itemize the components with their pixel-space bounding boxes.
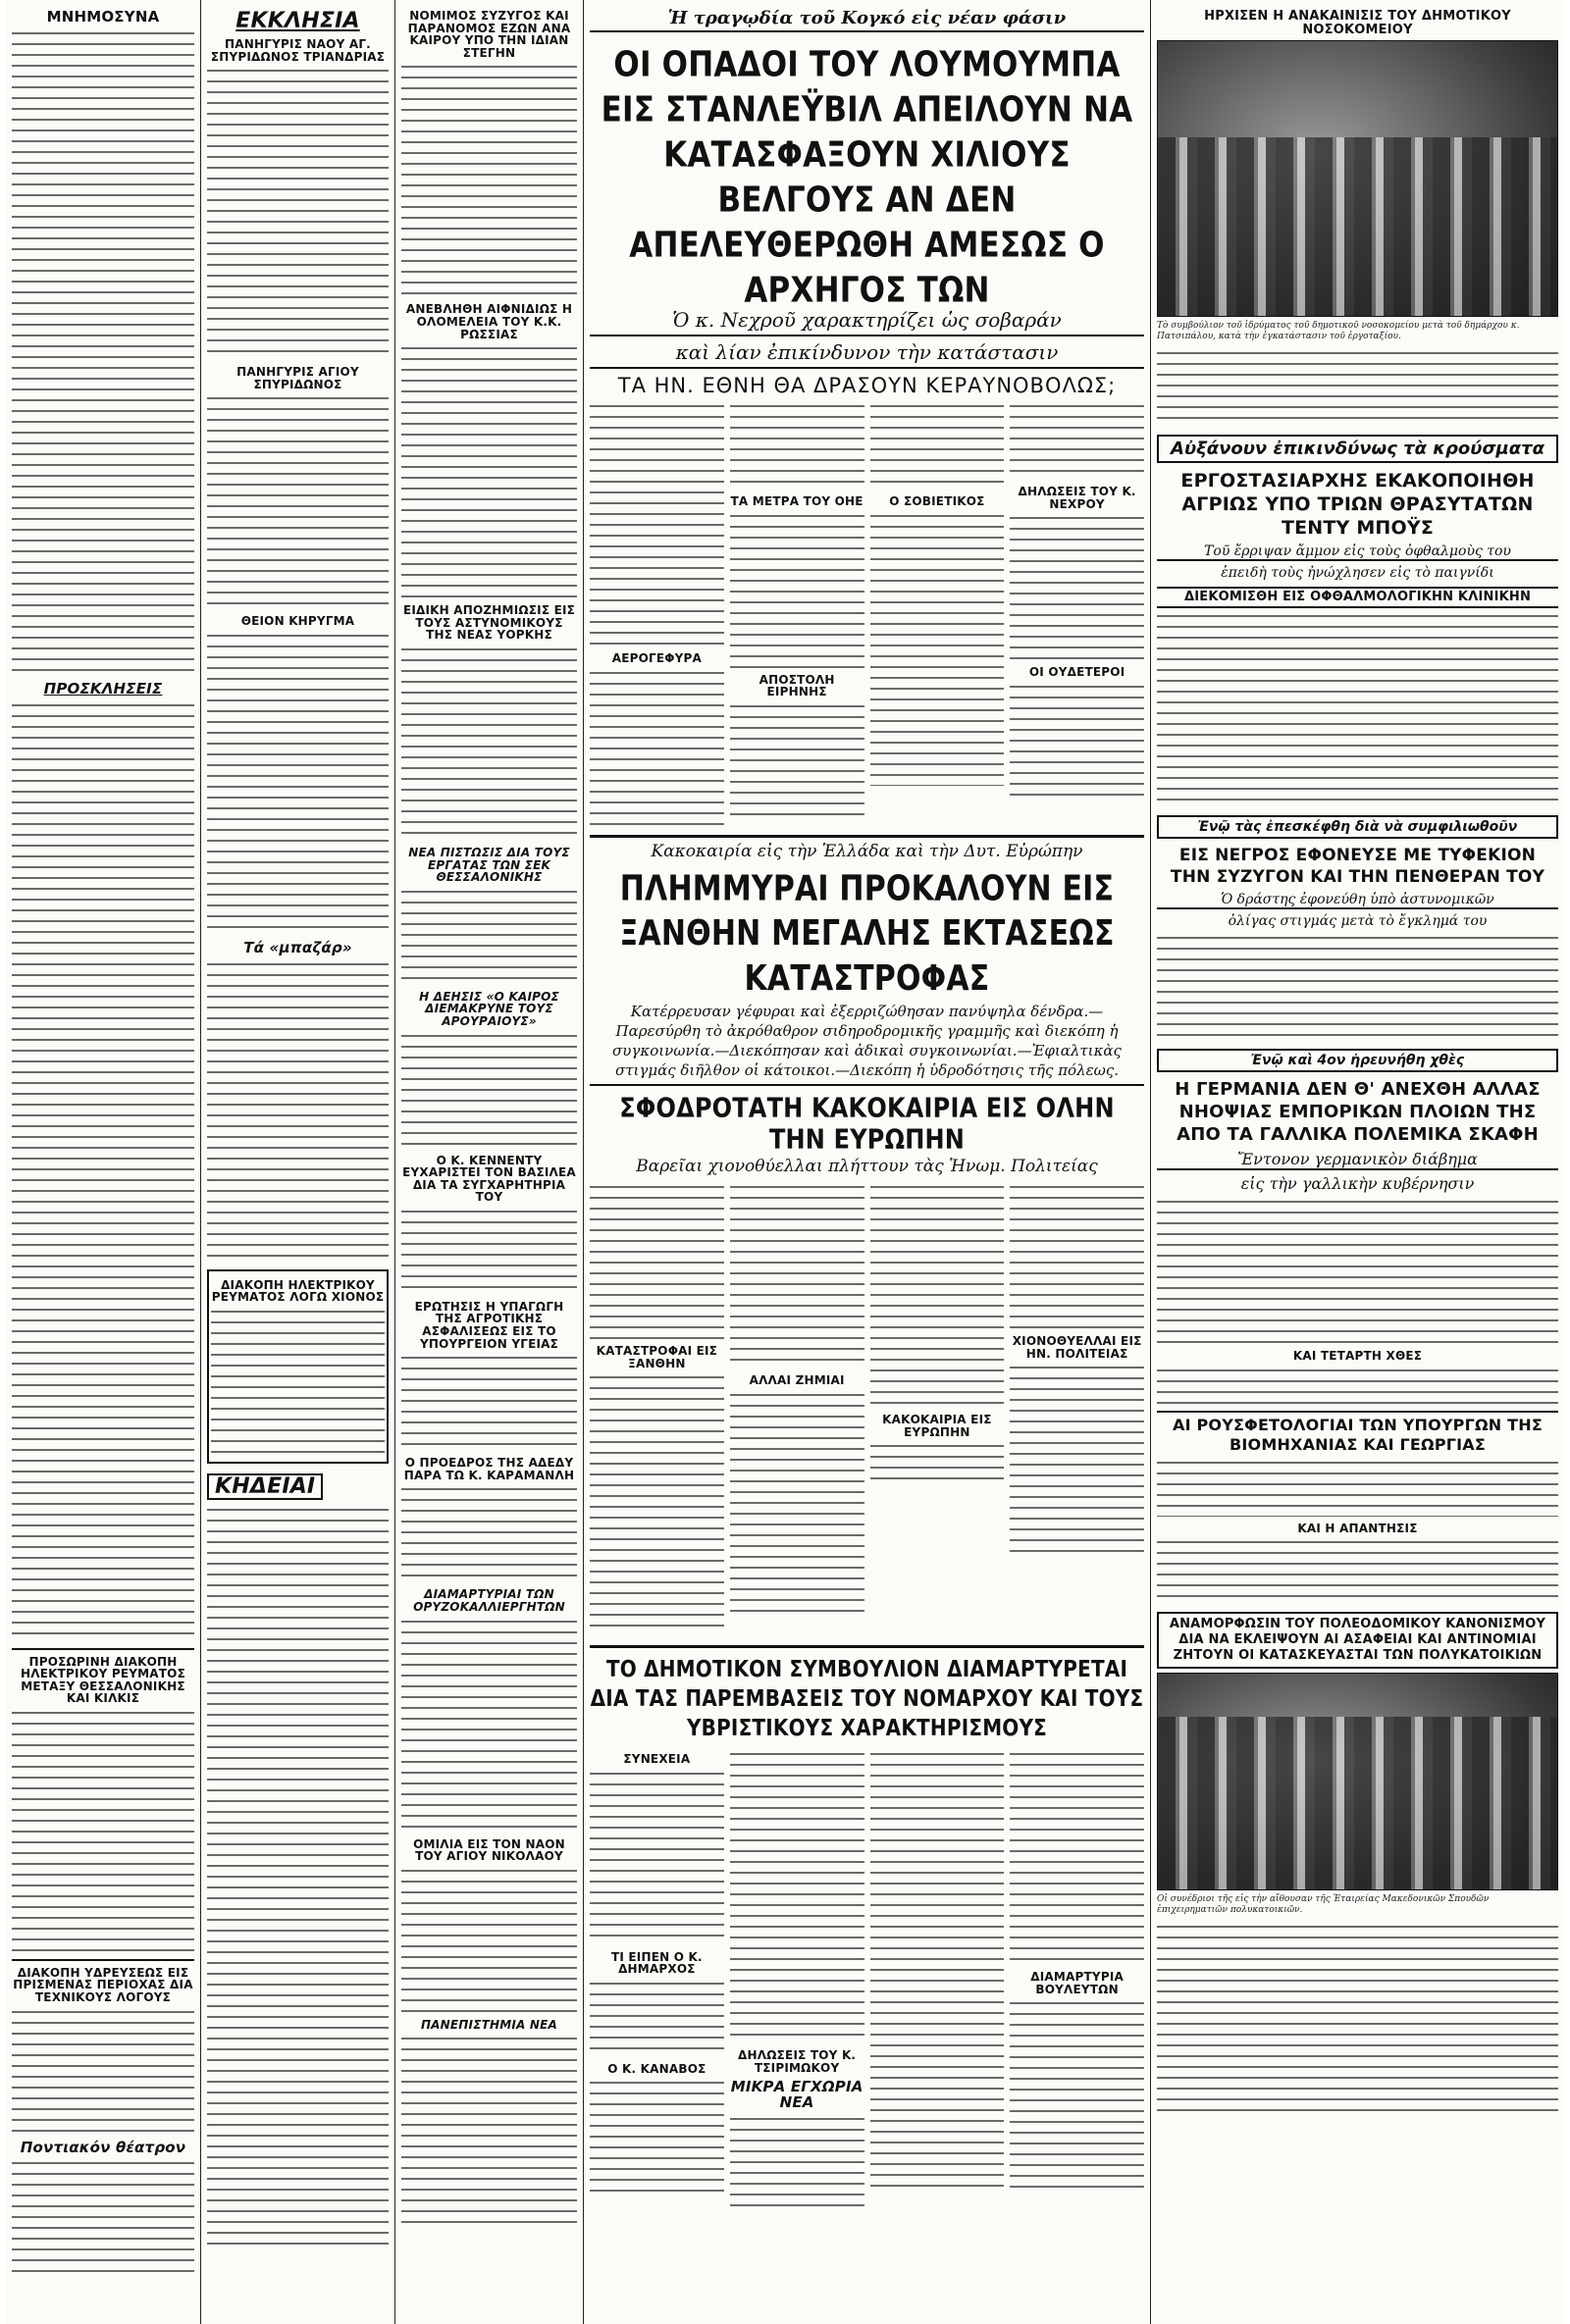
section-heading: Η ΔΕΗΣΙΣ «Ο ΚΑΙΡΟΣ ΔΙΕΜΑΚΡΥΝΕ ΤΟΥΣ ΑΡΟΥΡΑΙΟΥΣ» — [419, 989, 559, 1028]
section-heading: ΠΑΝΗΓΥΡΙΣ ΝΑΟΥ ΑΓ. ΣΠΥΡΙΔΩΝΟΣ ΤΡΙΑΝΔΡΙΑΣ — [210, 37, 386, 64]
section-heading: ΔΙΑΜΑΡΤΥΡΙΑΙ ΤΩΝ ΟΡΥΖΟΚΑΛΛΙΕΡΓΗΤΩΝ — [413, 1587, 565, 1615]
subhead: ΔΙΕΚΟΜΙΣΘΗ ΕΙΣ ΟΦΘΑΛΜΟΛΟΓΙΚΗΝ ΚΛΙΝΙΚΗΝ — [1157, 587, 1558, 608]
section-heading: ΗΡΧΙΣΕΝ Η ΑΝΑΚΑΙΝΙΣΙΣ ΤΟΥ ΔΗΜΟΤΙΚΟΥ ΝΟΣΟΚΟΜΕΙΟΥ — [1204, 9, 1511, 37]
article-grid — [590, 1747, 1144, 2238]
article-column — [730, 1747, 864, 2238]
section-heading: ΚΗΔΕΙΑΙ — [207, 1473, 323, 1500]
photo-figures — [1158, 137, 1557, 316]
deck-box: Αὐξάνουν ἐπικινδύνως τὰ κρούσματα — [1157, 435, 1558, 463]
article-text — [12, 2158, 194, 2276]
section-heading: ΘΕΙΟΝ ΚΗΡΥΓΜΑ — [240, 614, 355, 629]
article-text — [207, 393, 389, 609]
article-text — [1157, 933, 1558, 1041]
article-column — [870, 1747, 1005, 2238]
article-text — [207, 1505, 389, 2250]
article-text — [730, 401, 864, 490]
weather-headline: ΠΛΗΜΜΥΡΑΙ ΠΡΟΚΑΛΟΥΝ ΕΙΣ ΞΑΝΘΗΝ ΜΕΓΑΛΗΣ ΕΚΤΑΣΕΩΣ ΚΑΤΑΣΤΡΟΦΑΣ — [619, 868, 1115, 1000]
article-text — [1157, 1922, 1558, 2118]
article-text — [207, 631, 389, 935]
section-heading: ΑΕΡΟΓΕΦΥΡΑ — [611, 651, 703, 666]
section-heading: ΠΡΟΣΚΛΗΣΕΙΣ — [43, 679, 163, 697]
section-heading: Ο Κ. ΚΕΝΝΕΝΤΥ ΕΥΧΑΡΙΣΤΕΙ ΤΟΝ ΒΑΣΙΛΕΑ ΔΙΑ ΤΑ ΣΥΓΧΑΡΗΤΗΡΙΑ ΤΟΥ — [402, 1153, 576, 1205]
article-column — [1010, 1747, 1144, 2238]
deck: εἰς τὴν γαλλικὴν κυβέρνησιν — [1240, 1173, 1475, 1193]
article-text — [401, 1353, 577, 1451]
article-text — [1010, 1363, 1144, 1559]
article-text — [870, 1182, 1005, 1408]
divider — [12, 1959, 194, 1961]
subhead: ΤΑ ΗΝ. ΕΘΝΗ ΘΑ ΔΡΑΣΟΥΝ ΚΕΡΑΥΝΟΒΟΛΩΣ; — [617, 374, 1117, 397]
article-text — [207, 66, 389, 360]
article-text — [730, 1182, 864, 1369]
article-text — [12, 700, 194, 1642]
europe-headline: ΣΦΟΔΡΟΤΑΤΗ ΚΑΚΟΚΑΙΡΙΑ ΕΙΣ ΟΛΗΝ ΤΗΝ ΕΥΡΩΠΗΝ — [619, 1092, 1115, 1156]
section-heading: ΔΗΛΩΣΕΙΣ ΤΟΥ Κ. ΝΕΧΡΟΥ — [1018, 485, 1136, 511]
article-text — [1010, 513, 1144, 660]
article-text — [401, 1866, 577, 2013]
article-text — [401, 343, 577, 598]
section-heading: ΚΑΙ ΤΕΤΑΡΤΗ ΧΘΕΣ — [1292, 1348, 1423, 1363]
headline: ΕΙΣ ΝΕΓΡΟΣ ΕΦΟΝΕΥΣΕ ΜΕ ΤΥΦΕΚΙΟΝ ΤΗΝ ΣΥΖΥΓΟΝ ΚΑΙ ΤΗΝ ΠΕΝΘΕΡΑΝ ΤΟΥ — [1170, 845, 1545, 887]
article-column — [590, 1747, 724, 2238]
article-column — [730, 1180, 864, 1641]
article-text — [590, 2078, 724, 2195]
article-text — [1010, 682, 1144, 800]
section-heading: Ποντιακόν θέατρον — [20, 2138, 186, 2156]
section-heading: ΧΙΟΝΟΘΥΕΛΛΑΙ ΕΙΣ ΗΝ. ΠΟΛΙΤΕΙΑΣ — [1012, 1334, 1142, 1361]
article-text — [590, 1182, 724, 1339]
section-heading: ΔΗΛΩΣΕΙΣ ΤΟΥ Κ. ΤΣΙΡΙΜΩΚΟΥ — [738, 2048, 857, 2075]
article-text — [1010, 401, 1144, 480]
section-heading: Ο ΠΡΟΕΔΡΟΣ ΤΗΣ ΑΔΕΔΥ ΠΑΡΑ ΤΩ Κ. ΚΑΡΑΜΑΝΛΗ — [403, 1456, 575, 1482]
section-heading: ΝΕΑ ΠΙΣΤΩΣΙΣ ΔΙΑ ΤΟΥΣ ΕΡΓΑΤΑΣ ΤΩΝ ΣΕΚ ΘΕΣΣΑΛΟΝΙΚΗΣ — [408, 845, 570, 885]
article-text — [401, 1207, 577, 1295]
section-heading: ΝΟΜΙΜΟΣ ΣΥΖΥΓΟΣ ΚΑΙ ΠΑΡΑΝΟΜΟΣ ΕΖΩΝ ΑΝΑ ΚΑΙΡΟΥ ΥΠΟ ΤΗΝ ΙΔΙΑΝ ΣΤΕΓΗΝ — [407, 9, 571, 60]
kicker: Κακοκαιρία εἰς τὴν Ἑλλάδα καὶ τὴν Δυτ. Εὐρώπην — [651, 842, 1083, 862]
deck: ἐπειδὴ τοὺς ἠνώχλησεν εἰς τὸ παιγνίδι — [1221, 565, 1494, 582]
photo-caption: Τὸ συμβούλιον τοῦ ἱδρύματος τοῦ δημοτικοῦ νοσοκομείου μετὰ τοῦ δημάρχου κ. Πατσιπάλου, κατὰ τὴν ἐγκατάστασιν τοῦ ἐργοταξίου. — [1157, 321, 1520, 342]
article-text — [590, 1769, 724, 1945]
article-column — [1010, 399, 1144, 831]
section-heading: ΜΝΗΜΟΣΥΝΑ — [46, 8, 160, 26]
section-heading: ΟΜΙΛΙΑ ΕΙΣ ΤΟΝ ΝΑΟΝ ΤΟΥ ΑΓΙΟΥ ΝΙΚΟΛΑΟΥ — [413, 1836, 565, 1864]
article-text — [730, 1749, 864, 2043]
main-headline: ΟΙ ΟΠΑΔΟΙ ΤΟΥ ΛΟΥΜΟΥΜΠΑ ΕΙΣ ΣΤΑΝΛΕΫΒΙΛ ΑΠΕΙΛΟΥΝ ΝΑ ΚΑΤΑΣΦΑΞΟΥΝ ΧΙΛΙΟΥΣ ΒΕΛΓΟΥΣ ΑΝ ΔΕΝ ΑΠΕΛΕΥΘΕΡΩΘΗ ΑΜΕΣΩΣ Ο ΑΡΧΗΓΟΣ ΤΩΝ — [601, 44, 1133, 311]
article-text — [1157, 1458, 1558, 1517]
section-heading: Τά «μπαζάρ» — [243, 939, 352, 957]
article-text — [870, 1441, 1005, 1480]
headline: ΑΙ ΡΟΥΣΦΕΤΟΛΟΓΙΑΙ ΤΩΝ ΥΠΟΥΡΓΩΝ ΤΗΣ ΒΙΟΜΗΧΑΝΙΑΣ ΚΑΙ ΓΕΩΡΓΙΑΣ — [1157, 1411, 1558, 1455]
notice-box — [207, 1269, 389, 1464]
section-heading: ΜΙΚΡΑ ΕΓΧΩΡΙΑ ΝΕΑ — [730, 2078, 864, 2111]
section-heading: ΚΑΚΟΚΑΙΡΙΑ ΕΙΣ ΕΥΡΩΠΗΝ — [882, 1413, 992, 1439]
article-text — [401, 1617, 577, 1833]
deck: ὀλίγας στιγμάς μετὰ τὸ ἔγκλημά του — [1228, 912, 1488, 929]
divider — [590, 835, 1144, 838]
article-text — [1157, 1366, 1558, 1405]
article-column — [870, 1180, 1005, 1641]
section-heading: ΟΙ ΟΥΔΕΤΕΡΟΙ — [1028, 665, 1125, 680]
article-column — [730, 399, 864, 831]
section-heading: ΔΙΑΚΟΠΗ ΗΛΕΚΤΡΙΚΟΥ ΡΕΥΜΑΤΟΣ ΛΟΓΩ ΧΙΟΝΟΣ — [211, 1277, 385, 1305]
article-text — [590, 1979, 724, 2057]
article-text — [730, 701, 864, 819]
section-heading: ΚΑΙ Η ΑΠΑΝΤΗΣΙΣ — [1297, 1521, 1418, 1535]
section-heading: Ο Κ. ΚΑΝΑΒΟΣ — [607, 2061, 706, 2076]
article-text — [870, 401, 1005, 490]
headline: Η ΓΕΡΜΑΝΙΑ ΔΕΝ Θ' ΑΝΕΧΘΗ ΑΛΛΑΣ ΝΗΟΨΙΑΣ ΕΜΠΟΡΙΚΩΝ ΠΛΟΙΩΝ ΤΗΣ ΑΠΟ ΤΑ ΓΑΛΛΙΚΑ ΠΟΛΕΜΙΚΑ ΣΚΑΦΗ — [1175, 1078, 1541, 1145]
section-heading: ΤΙ ΕΙΠΕΝ Ο Κ. ΔΗΜΑΡΧΟΣ — [610, 1949, 703, 1977]
headline: ΕΡΓΟΣΤΑΣΙΑΡΧΗΣ ΕΚΑΚΟΠΟΙΗΘΗ ΑΓΡΙΩΣ ΥΠΟ ΤΡΙΩΝ ΘΡΑΣΥΤΑΤΩΝ ΤΕΝΤΥ ΜΠΟΫΣ — [1180, 470, 1535, 540]
section-heading: ΔΙΑΜΑΡΤΥΡΙΑ ΒΟΥΛΕΥΤΩΝ — [1030, 1970, 1124, 1996]
article-text — [870, 511, 1005, 786]
weather-deck: Κατέρρευσαν γέφυραι καὶ ἐξερριζώθησαν πανύψηλα δένδρα.—Παρεσύρθη τὸ ἀκρόθαθρον σιδηροδρομικῆς γραμμῆς καὶ διεκόπη ἡ συγκοινωνία.—Διεκόπησαν καὶ ἀδικαὶ συγκοινωνίαι.—Ἐφιαλτικὰς στιγμάς διῆλθον οἱ κάτοικοι.—Διεκόπη ἡ ὑδροδότησις τῆς πόλεως. — [612, 1003, 1122, 1080]
section-heading: ΤΑ ΜΕΤΡΑ ΤΟΥ ΟΗΕ — [730, 494, 864, 509]
section-heading: ΑΝΕΒΛΗΘΗ ΑΙΦΝΙΔΙΩΣ Η ΟΛΟΜΕΛΕΙΑ ΤΟΥ Κ.Κ. ΡΩΣΣΙΑΣ — [405, 302, 573, 341]
article-text — [12, 1708, 194, 1953]
divider — [590, 1645, 1144, 1648]
headline-box — [1157, 1612, 1558, 1669]
column-6 — [1151, 0, 1564, 2324]
divider — [12, 1648, 194, 1650]
article-grid — [590, 399, 1144, 831]
section-heading: ΑΠΟΣΤΟΛΗ ΕΙΡΗΝΗΣ — [759, 672, 835, 699]
article-text — [590, 668, 724, 825]
article-text — [211, 1307, 385, 1454]
section-heading: ΠΑΝΕΠΙΣΤΗΜΙΑ ΝΕΑ — [420, 2017, 558, 2032]
article-text — [401, 1031, 577, 1149]
deck: Τοῦ ἔρριψαν ἄμμον εἰς τοὺς ὀφθαλμοὺς του — [1157, 543, 1558, 561]
kicker: Ἡ τραγῳδία τοῦ Κογκό εἰς νέαν φάσιν — [590, 8, 1144, 32]
article-text — [1157, 1537, 1558, 1606]
deck: καὶ λίαν ἐπικίνδυνον τὴν κατάστασιν — [590, 340, 1144, 369]
column-2 — [201, 0, 394, 2324]
article-column — [1010, 1180, 1144, 1641]
section-heading: ΕΡΩΤΗΣΙΣ Η ΥΠΑΓΩΓΗ ΤΗΣ ΑΓΡΟΤΙΚΗΣ ΑΣΦΑΛΙΣΕΩΣ ΕΙΣ ΤΟ ΥΠΟΥΡΓΕΙΟΝ ΥΓΕΙΑΣ — [414, 1299, 564, 1351]
article-text — [1157, 348, 1558, 427]
section-heading: Ο ΣΟΒΙΕΤΙΚΟΣ — [889, 494, 985, 509]
article-text — [730, 1390, 864, 1616]
section-heading: ΠΑΝΗΓΥΡΙΣ ΑΓΙΟΥ ΣΠΥΡΙΔΩΝΟΣ — [236, 365, 359, 391]
deck: Ἔντονον γερμανικὸν διάβημα — [1157, 1150, 1558, 1170]
article-text — [730, 2114, 864, 2212]
photo-builders-meeting — [1157, 1673, 1558, 1890]
article-text — [1157, 1197, 1558, 1344]
article-text — [1010, 1749, 1144, 1965]
article-column — [590, 399, 724, 831]
article-text — [12, 2007, 194, 2135]
section-heading: ΑΛΛΑΙ ΖΗΜΙΑΙ — [749, 1373, 845, 1388]
deck-box: Ἐνῷ καὶ 4ον ἠρευνήθη χθὲς — [1157, 1049, 1558, 1072]
section-heading: ΔΙΑΚΟΠΗ ΥΔΡΕΥΣΕΩΣ ΕΙΣ ΠΡΙΣΜΕΝΑΣ ΠΕΡΙΟΧΑΣ ΔΙΑ ΤΕΧΝΙΚΟΥΣ ΛΟΓΟΥΣ — [13, 1965, 193, 2005]
article-text — [590, 401, 724, 646]
article-column — [870, 399, 1005, 831]
article-text — [1157, 611, 1558, 807]
photo-figures — [1158, 1717, 1557, 1889]
section-heading: ΠΡΟΣΩΡΙΝΗ ΔΙΑΚΟΠΗ ΗΛΕΚΤΡΙΚΟΥ ΡΕΥΜΑΤΟΣ ΜΕΤΑΞΥ ΘΕΣΣΑΛΟΝΙΚΗΣ ΚΑΙ ΚΙΛΚΙΣ — [21, 1654, 185, 1706]
section-heading: ΣΥΝΕΧΕΙΑ — [623, 1752, 691, 1767]
europe-deck: Βαρεῖαι χιονοθύελλαι πλήττουν τὰς Ἡνωμ. Πολιτείας — [636, 1157, 1098, 1177]
article-text — [401, 2034, 577, 2230]
column-1 — [6, 0, 200, 2324]
headline: ΑΝΑΜΟΡΦΩΣΙΝ ΤΟΥ ΠΟΛΕΟΔΟΜΙΚΟΥ ΚΑΝΟΝΙΣΜΟΥ ΔΙΑ ΝΑ ΕΚΛΕΙΨΟΥΝ ΑΙ ΑΣΑΦΕΙΑΙ ΚΑΙ ΑΝΤΙΝΟΜΙΑΙ ΖΗΤΟΥΝ ΟΙ ΚΑΤΑΣΚΕΥΑΣΤΑΙ ΤΩΝ ΠΟΛΥΚΑΤΟΙΚΙΩΝ — [1169, 1617, 1546, 1664]
article-text — [590, 1372, 724, 1627]
section-heading: ΚΑΤΑΣΤΡΟΦΑΙ ΕΙΣ ΞΑΝΘΗΝ — [596, 1344, 718, 1370]
article-text — [730, 511, 864, 668]
article-text — [870, 1749, 1005, 2191]
article-text — [401, 1484, 577, 1582]
section-heading: ΕΙΔΙΚΗ ΑΠΟΖΗΜΙΩΣΙΣ ΕΙΣ ΤΟΥΣ ΑΣΤΥΝΟΜΙΚΟΥΣ ΤΗΣ ΝΕΑΣ ΥΟΡΚΗΣ — [402, 603, 576, 643]
photo-caption: Οἱ συνέδριοι τῆς εἰς τὴν αἴθουσαν τῆς Ἑταιρείας Μακεδονικῶν Σπουδῶν ἐπιχειρηματιῶν πολυκατοικιῶν. — [1157, 1894, 1490, 1916]
deck: Ὁ κ. Νεχροῦ χαρακτηρίζει ὡς σοβαράν — [590, 308, 1144, 336]
article-text — [401, 62, 577, 297]
center-columns — [584, 0, 1150, 2324]
article-text — [401, 887, 577, 985]
article-column — [590, 1180, 724, 1641]
deck: Ὁ δράστης ἐφονεύθη ὑπὸ ἀστυνομικῶν — [1157, 892, 1558, 909]
article-text — [12, 28, 194, 676]
newspaper-page — [6, 0, 1564, 2324]
photo-hospital-council — [1157, 40, 1558, 317]
divider — [590, 1084, 1144, 1086]
deck-box: Ἐνῷ τὰς ἐπεσκέφθη διὰ νὰ συμφιλιωθοῦν — [1157, 815, 1558, 839]
column-3 — [395, 0, 583, 2324]
council-headline: ΤΟ ΔΗΜΟΤΙΚΟΝ ΣΥΜΒΟΥΛΙΟΝ ΔΙΑΜΑΡΤΥΡΕΤΑΙ ΔΙΑ ΤΑΣ ΠΑΡΕΜΒΑΣΕΙΣ ΤΟΥ ΝΟΜΑΡΧΟΥ ΚΑΙ ΤΟΥΣ ΥΒΡΙΣΤΙΚΟΥΣ ΧΑΡΑΚΤΗΡΙΣΜΟΥΣ — [590, 1655, 1144, 1741]
section-heading: ΕΚΚΛΗΣΙΑ — [236, 9, 360, 33]
article-text — [207, 959, 389, 1264]
article-text — [1010, 1182, 1144, 1329]
article-grid — [590, 1180, 1144, 1641]
article-text — [1010, 1998, 1144, 2195]
article-text — [401, 645, 577, 841]
